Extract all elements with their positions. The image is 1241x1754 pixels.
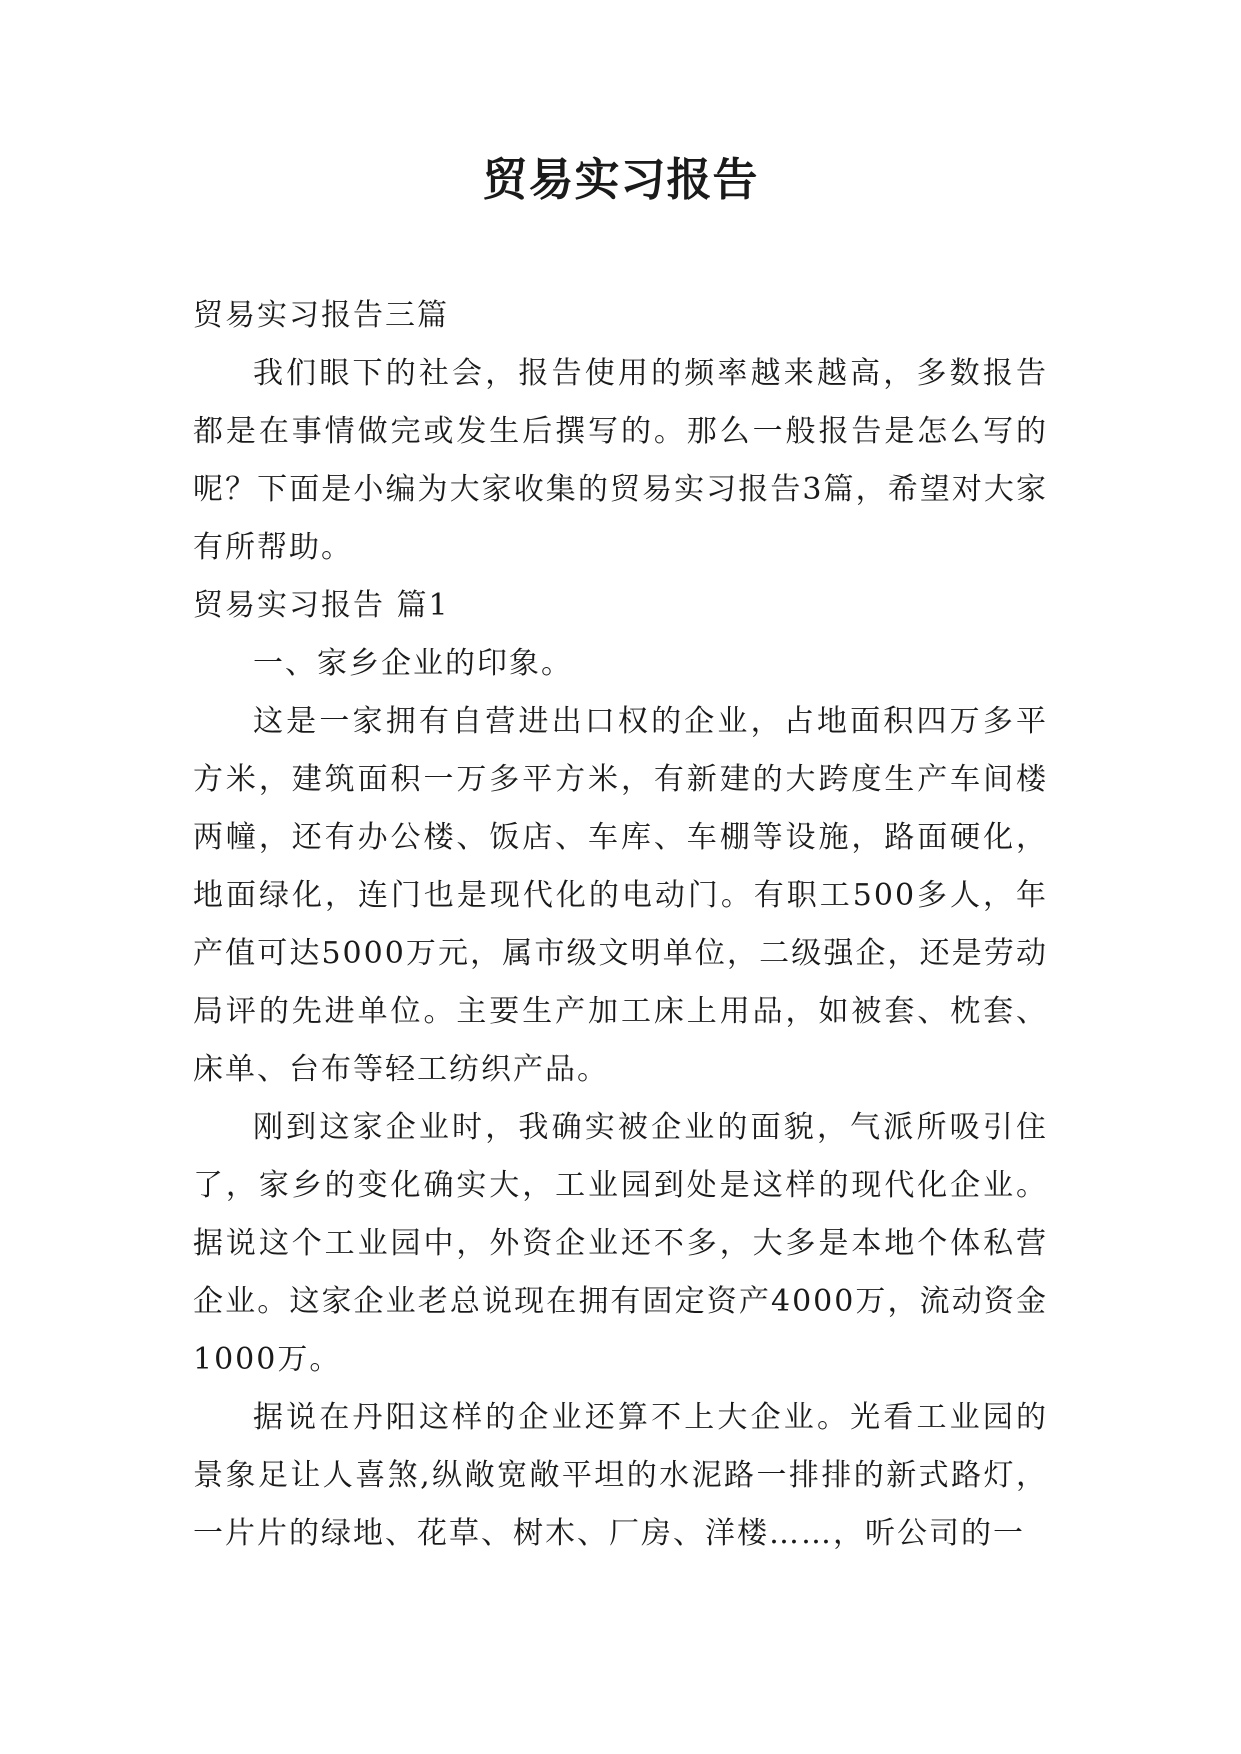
body-paragraph: 这是一家拥有自营进出口权的企业，占地面积四万多平方米，建筑面积一万多平方米，有新建的大跨度生产车间楼两幢，还有办公楼、饭店、车库、车棚等设施，路面硬化，地面绿化，连门也是现代化的电动门。有职工500多人，年产值可达5000万元，属市级文明单位，二级强企，还是劳动局评的先进单位。主要生产加工床上用品，如被套、枕套、床单、台布等轻工纺织产品。 [193, 704, 1048, 1087]
section-heading: 贸易实习报告 篇1 [193, 588, 450, 623]
subsection-heading: 一、家乡企业的印象。 [253, 646, 573, 681]
intro-paragraph: 我们眼下的社会，报告使用的频率越来越高，多数报告都是在事情做完或发生后撰写的。那么一般报告是怎么写的呢？下面是小编为大家收集的贸易实习报告3篇，希望对大家有所帮助。 [193, 356, 1048, 565]
document-title: 贸易实习报告 [482, 153, 759, 206]
body-paragraph: 刚到这家企业时，我确实被企业的面貌，气派所吸引住了，家乡的变化确实大，工业园到处是这样的现代化企业。据说这个工业园中，外资企业还不多，大多是本地个体私营企业。这家企业老总说现在拥有固定资产4000万，流动资金1000万。 [193, 1110, 1048, 1377]
section-heading: 贸易实习报告三篇 [193, 298, 449, 333]
document-body [193, 287, 1048, 1563]
body-paragraph: 据说在丹阳这样的企业还算不上大企业。光看工业园的景象足让人喜煞,纵敞宽敞平坦的水泥路一排排的新式路灯，一片片的绿地、花草、树木、厂房、洋楼……，听公司的一 [193, 1400, 1048, 1551]
